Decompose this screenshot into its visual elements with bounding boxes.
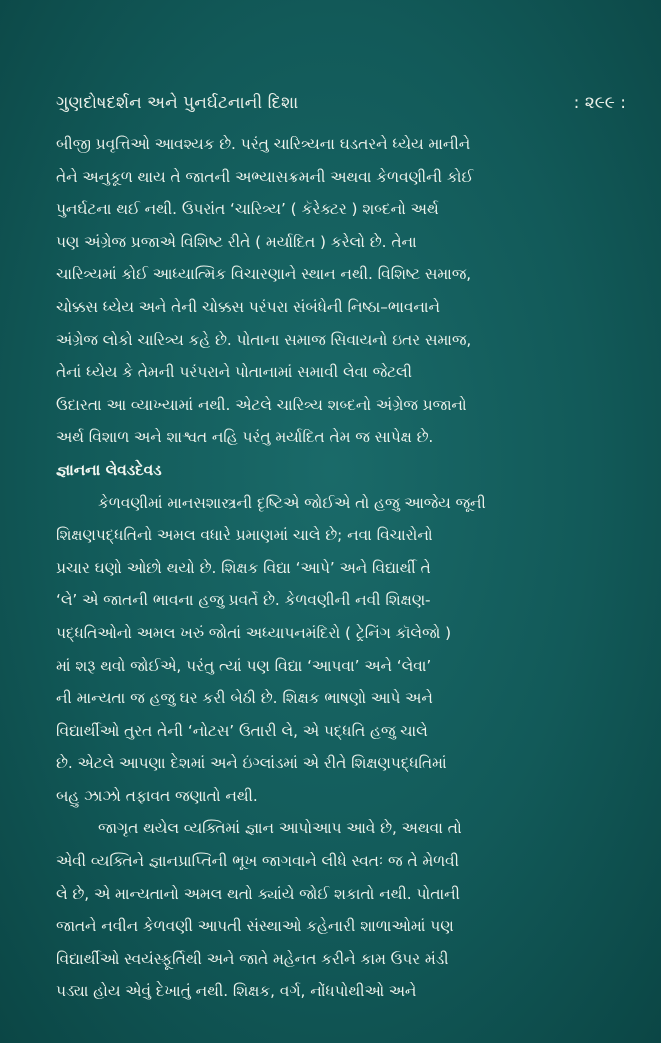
text-line: વિદ્યાર્થીઓ તુરત તેની ‘નોટસ’ ઉતારી લે, એ પદ્ધતિ હજુ ચાલે (56, 721, 428, 740)
text-line: ‘લે’ એ જાતની ભાવના હજુ પ્રવર્તે છે. કેળવણીની નવી શિક્ષણ- (56, 591, 431, 610)
chapter-title: ગુણદોષદર્શન અને પુનર્ઘટનાની દિશા (56, 93, 299, 113)
text-line: વિદ્યાર્થીઓ સ્વયંસ્ફૂર્તિથી અને જાતે મહેનત કરીને કામ ઉપર મંડી (56, 949, 449, 968)
text-line: લે છે, એ માન્યતાનો અમલ થતો ક્યાંયે જોઈ શકાતો નથી. પોતાની (56, 884, 460, 903)
page-number: : ૨૯૯ : (573, 93, 626, 113)
text-line: જાગૃત થયેલ વ્યક્તિમાં જ્ઞાન આપોઆપ આવે છે, અથવા તો (98, 819, 462, 838)
text-line: બહુ ઝાઝો તફાવત જણાતો નથી. (56, 786, 258, 805)
paragraph-continued (56, 128, 628, 454)
running-header (56, 93, 626, 123)
text-line: માં શરૂ થવો જોઈએ, પરંતુ ત્યાં પણ વિદ્યા ‘આપવા’ અને ‘લેવા’ (56, 656, 432, 675)
text-line: અર્થ વિશાળ અને શાશ્વત નહિ પરંતુ મર્યાદિત તેમ જ સાપેક્ષ છે. (56, 428, 434, 447)
text-line: બીજી પ્રવૃત્તિઓ આવશ્યક છે. પરંતુ ચારિત્ર્યના ઘડતરને ધ્યેય માનીને (56, 135, 471, 153)
text-line: એવી વ્યક્તિને જ્ઞાનપ્રાપ્તિની ભૂખ જાગવાને લીધે સ્વતઃ જ તે મેળવી (56, 852, 459, 871)
text-line: તેનાં ધ્યેય કે તેમની પરંપરાને પોતાનામાં સમાવી લેવા જેટલી (56, 363, 412, 382)
paragraph-knowledge-exchange (56, 487, 628, 813)
text-line: ચોક્કસ ધ્યેય અને તેની ચોક્કસ પરંપરા સંબંધેની નિષ્ઠા–ભાવનાને (56, 297, 440, 316)
text-line: પણ અંગ્રેજ પ્રજાએ વિશિષ્ટ રીતે ( મર્યાદિત ) કરેલો છે. તેના (56, 232, 417, 251)
text-line: છે. એટલે આપણા દેશમાં અને ઇંગ્લાંડમાં એ રીતે શિક્ષણપદ્ધતિમાં (56, 754, 447, 773)
page-body (56, 128, 628, 1008)
text-line: પુનર્ઘટના થઈ નથી. ઉપરાંત ‘ચારિત્ર્ય’ ( કૅરેક્ટર ) શબ્દનો અર્થ (56, 200, 439, 219)
text-line: તેને અનુકૂળ થાય તે જાતની અભ્યાસક્રમની અથવા કેળવણીની કોઈ (56, 167, 474, 186)
text-line: જાતને નવીન કેળવણી આપતી સંસ્થાઓ કહેનારી શાળાઓમાં પણ (56, 917, 454, 936)
text-line: અંગ્રેજ લોકો ચારિત્ર્ય કહે છે. પોતાના સમાજ સિવાયનો ઇતર સમાજ, (56, 330, 472, 349)
text-line: શિક્ષણપદ્ધતિનો અમલ વધારે પ્રમાણમાં ચાલે છે; નવા વિચારોનો (56, 526, 433, 545)
text-line: ઉદારતા આ વ્યાખ્યામાં નથી. એટલે ચારિત્ર્ય શબ્દનો અંગ્રેજ પ્રજાનો (56, 395, 467, 414)
paragraph-awakened-individual (56, 812, 628, 1008)
text-line: ની માન્યતા જ હજુ ઘર કરી બેઠી છે. શિક્ષક ભાષણો આપે અને (56, 689, 433, 708)
text-line: પડ્યા હોય એવું દેખાતું નથી. શિક્ષક, વર્ગ, નોંધપોથીઓ અને (56, 982, 417, 1001)
text-line: ચારિત્ર્યમાં કોઈ આધ્યાત્મિક વિચારણાને સ્થાન નથી. વિશિષ્ટ સમાજ, (56, 265, 472, 284)
text-line: પદ્ધતિઓનો અમલ ખરું જોતાં અધ્યાપનમંદિરો ( ટ્રેનિંગ કૉલેજો ) (56, 623, 452, 642)
section-heading: જ્ઞાનના લેવડદેવડ (56, 460, 162, 479)
text-line: કેળવણીમાં માનસશાસ્ત્રની દૃષ્ટિએ જોઈએ તો હજુ આજેય જૂની (98, 493, 486, 512)
text-line: પ્રચાર ઘણો ઓછો થયો છે. શિક્ષક વિદ્યા ‘આપે’ અને વિદ્યાર્થી તે (56, 558, 431, 577)
